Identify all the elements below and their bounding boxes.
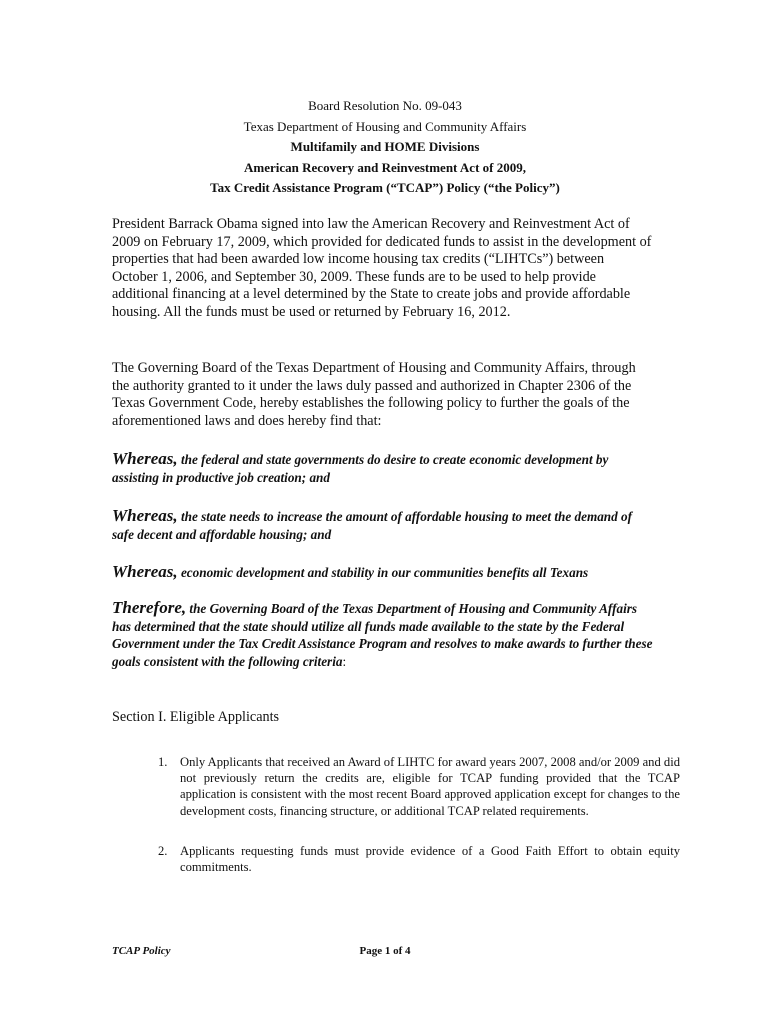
whereas-clause-3 bbox=[112, 563, 657, 582]
list-item bbox=[158, 843, 680, 875]
clause-text: economic development and stability in our communities benefits all Texans bbox=[177, 565, 589, 580]
clause-text: the federal and state governments do desire to create economic development by assisting in productive job creation; and bbox=[112, 452, 609, 485]
agency-name: Texas Department of Housing and Community Affairs bbox=[243, 118, 527, 134]
clause-text: the state needs to increase the amount of affordable housing to meet the demand of safe decent and affordable housing; and bbox=[112, 509, 633, 542]
clause-lead: Whereas, bbox=[112, 562, 178, 581]
list-item-number: 2. bbox=[158, 844, 168, 858]
clause-text: the Governing Board of the Texas Department of Housing and Community Affairs has determined that the state should utilize all funds made available to the state by the Federal Government under the Tax Credit Assistance Program and resolves to make awards to further these goals consistent with the following criteria bbox=[112, 601, 653, 669]
resolution-header bbox=[0, 96, 770, 199]
intro-paragraph: President Barrack Obama signed into law the American Recovery and Reinvestment Act of 2009 on February 17, 2009, which provided for dedicated funds to assist in the development of properties that had been awarded low income housing tax credits (“LIHTCs”) between October 1, 2006, and September 30, 2009. These funds are to be used to help provide additional financing at a level determined by the State to create jobs and provide affordable housing. All the funds must be used or returned by February 16, 2012. bbox=[112, 216, 652, 320]
act-name: American Recovery and Reinvestment Act of 2009, bbox=[244, 159, 526, 175]
division-name: Multifamily and HOME Divisions bbox=[290, 139, 480, 154]
resolution-number: Board Resolution No. 09-043 bbox=[308, 98, 462, 113]
board-authority-paragraph: The Governing Board of the Texas Department of Housing and Community Affairs, through the authority granted to it under the laws duly passed and authorized in Chapter 2306 of the Texas Government Code, hereby establishes the following policy to further the goals of the aforementioned laws and does hereby find that: bbox=[112, 360, 636, 429]
section-heading: Section I. Eligible Applicants bbox=[112, 709, 280, 725]
clause-lead: Whereas, bbox=[112, 506, 178, 525]
clause-lead: Whereas, bbox=[112, 449, 178, 468]
whereas-clause-1 bbox=[112, 450, 657, 486]
therefore-clause bbox=[112, 599, 657, 670]
list-item-text: Applicants requesting funds must provide evidence of a Good Faith Effort to obtain equity commitments. bbox=[180, 844, 680, 875]
clause-lead: Therefore, bbox=[112, 598, 187, 617]
whereas-clause-2 bbox=[112, 507, 657, 543]
clause-tail: : bbox=[342, 653, 347, 669]
list-item-text: Only Applicants that received an Award of LIHTC for award years 2007, 2008 and/or 2009 and did not previously return the credits are, eligible for TCAP funding provided that the TCAP application is consistent with the most recent Board approved application except for changes to the development costs, financing structure, or additional TCAP related requirements. bbox=[180, 755, 681, 818]
policy-name: Tax Credit Assistance Program (“TCAP”) Policy (“the Policy”) bbox=[210, 180, 560, 195]
page-number: Page 1 of 4 bbox=[359, 945, 411, 957]
footer-title: TCAP Policy bbox=[112, 945, 171, 957]
list-item bbox=[158, 754, 680, 819]
list-item-number: 1. bbox=[158, 755, 168, 769]
